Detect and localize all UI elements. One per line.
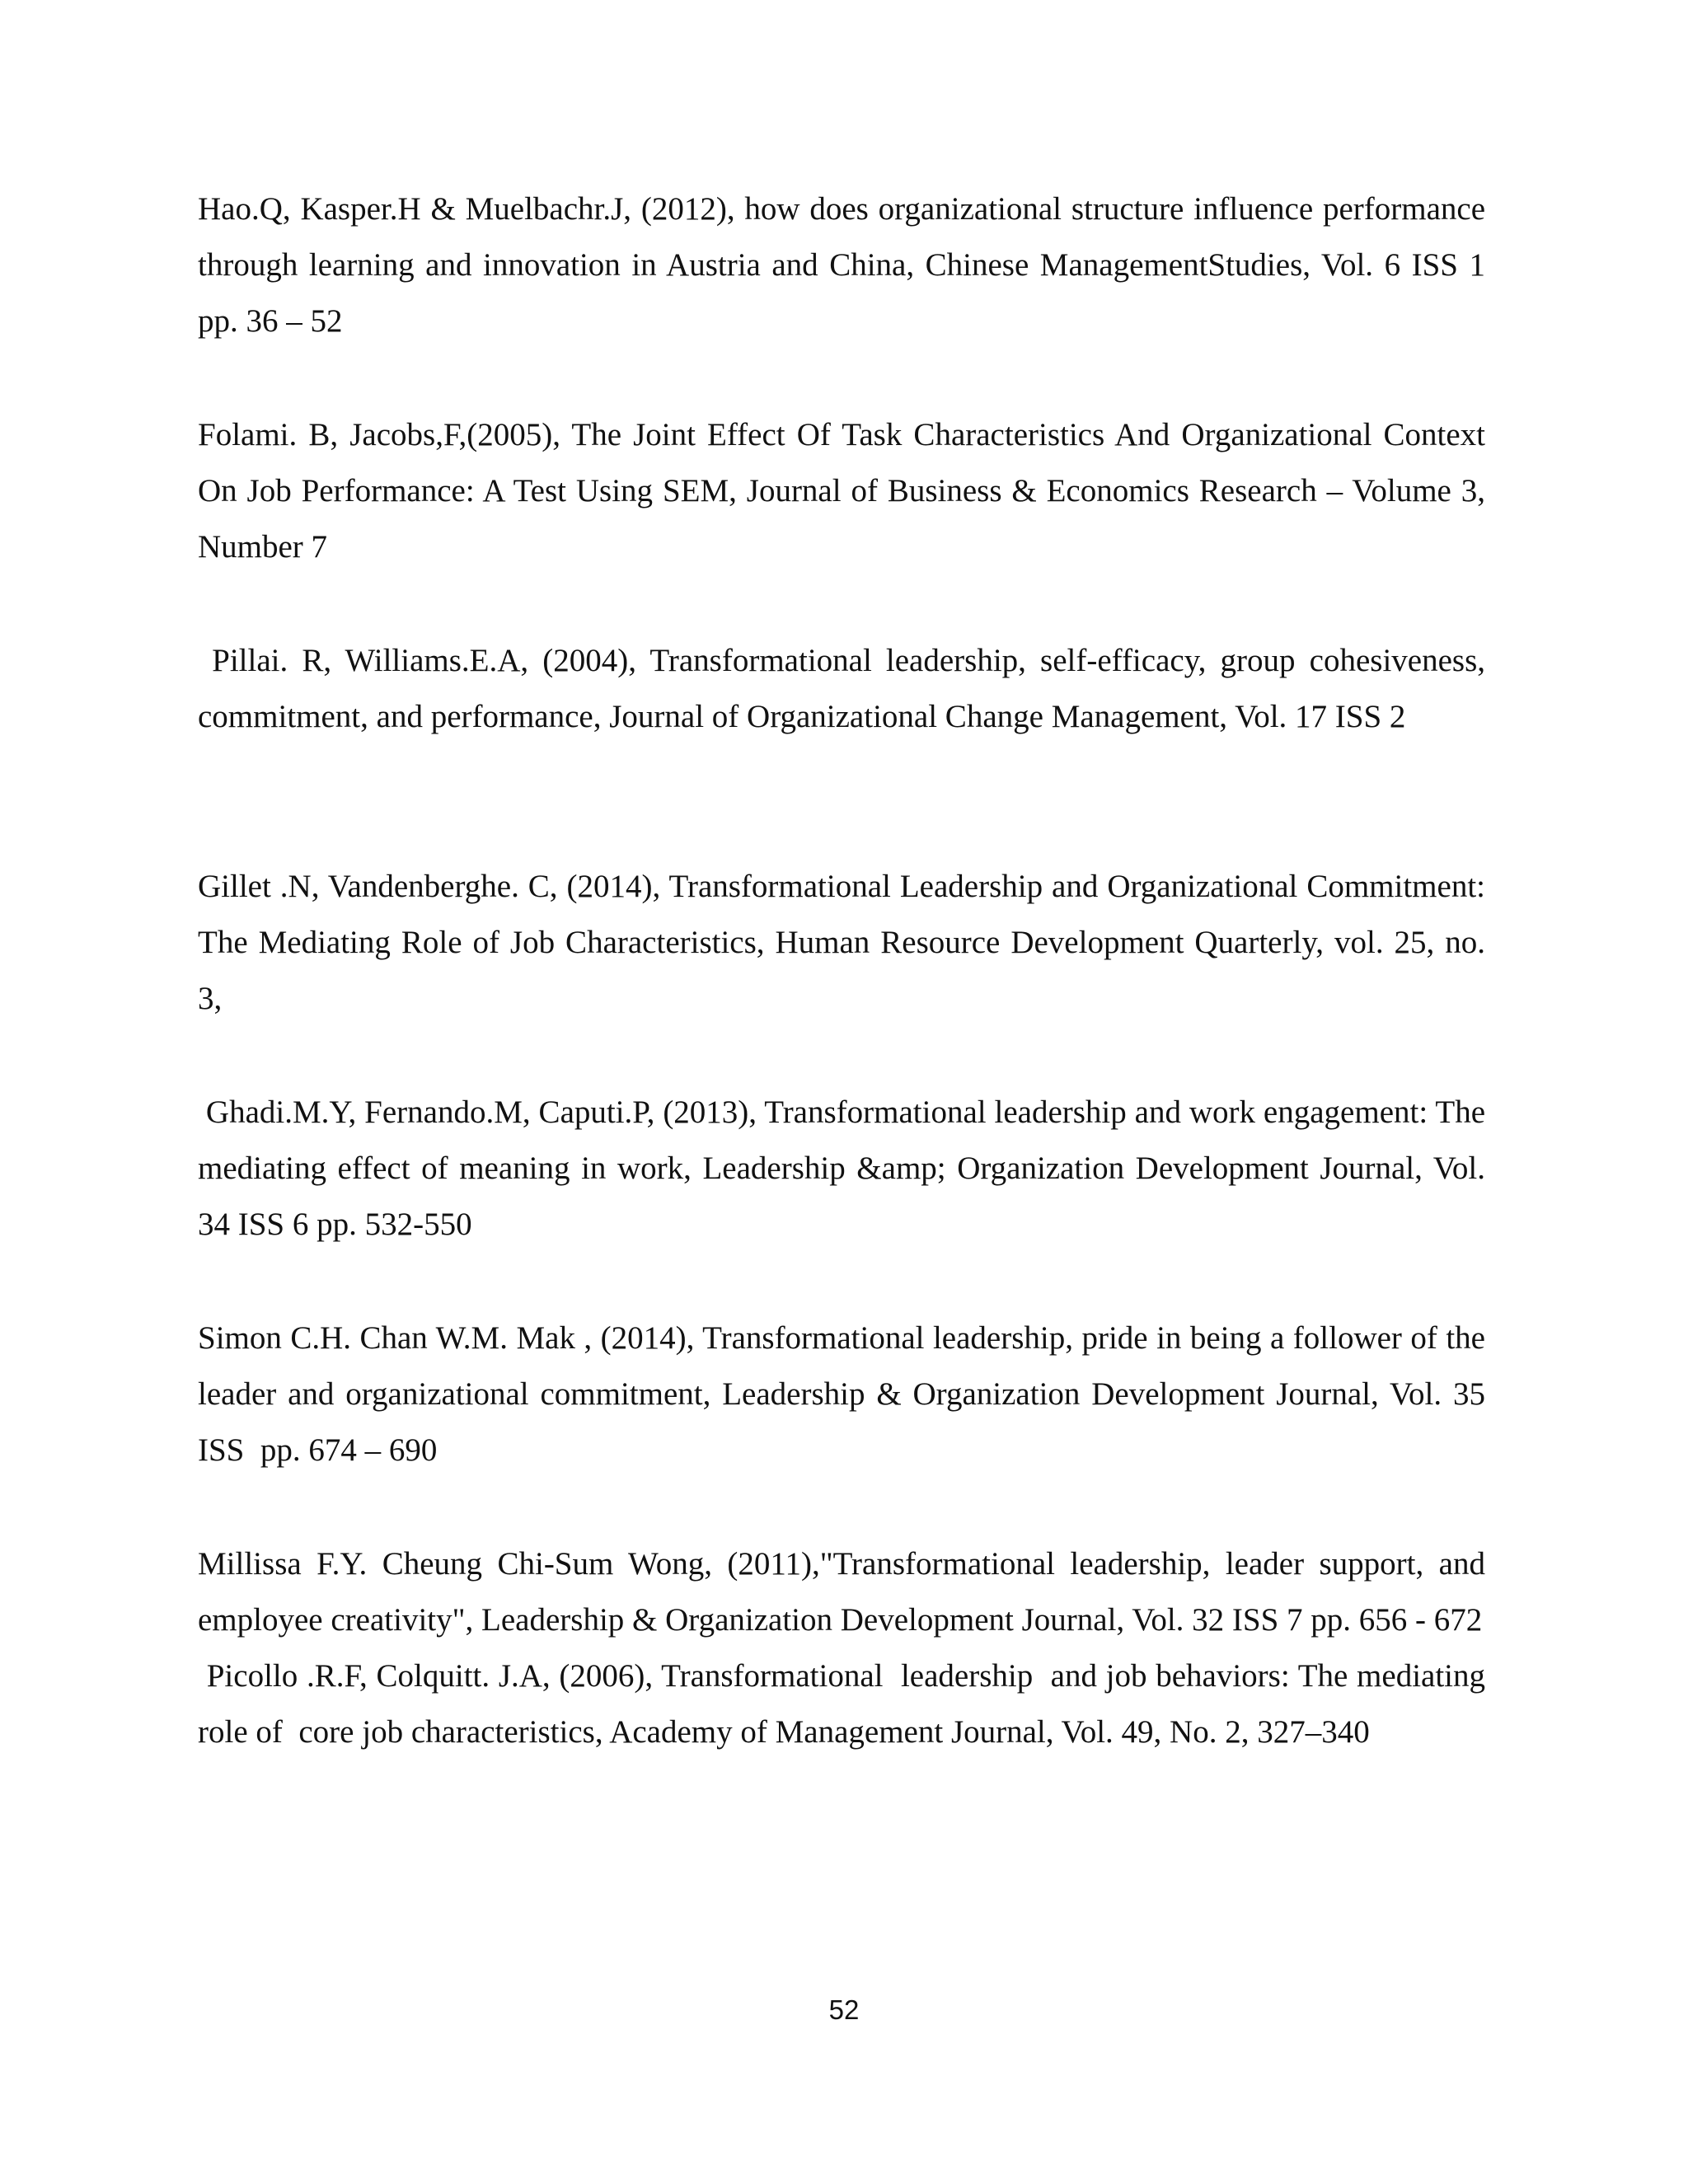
reference-chan-2014: Simon C.H. Chan W.M. Mak , (2014), Transformational leadership, pride in being a follower of the leader and organizational commitment, Leadership & Organization Development Journal, Vol. 35 ISS pp. 674 – 690 xyxy=(198,1320,1493,1468)
reference-hao-2012: Hao.Q, Kasper.H & Muelbachr.J, (2012), how does organizational structure influence performance through learning and innovation in Austria and China, Chinese ManagementStudies, Vol. 6 ISS 1 pp. 36 – 52 xyxy=(198,191,1493,339)
reference-picollo-2006: Picollo .R.F, Colquitt. J.A, (2006), Transformational leadership and job behaviors: The mediating role of core job characteristics, Academy of Management Journal, Vol. 49, No. 2, 327–340 xyxy=(198,1658,1493,1750)
reference-cheung-2011: Millissa F.Y. Cheung Chi-Sum Wong, (2011),"Transformational leadership, leader support, and employee creativity", Leadership & Organization Development Journal, Vol. 32 ISS 7 pp. 656 - 672 xyxy=(198,1546,1493,1638)
reference-ghadi-2013: Ghadi.M.Y, Fernando.M, Caputi.P, (2013), Transformational leadership and work engagement: The mediating effect of meaning in work, Leadership &amp; Organization Development Journal, Vol. 34 ISS 6 pp. 532-550 xyxy=(198,1094,1493,1242)
reference-gillet-2014: Gillet .N, Vandenberghe. C, (2014), Transformational Leadership and Organizational Commitment: The Mediating Role of Job Characteristics, Human Resource Development Quarterly, vol. 25, no. 3, xyxy=(198,869,1493,1016)
reference-folami-2005: Folami. B, Jacobs,F,(2005), The Joint Effect Of Task Characteristics And Organizational Context On Job Performance: A Test Using SEM, Journal of Business & Economics Research – Volume 3, Number 7 xyxy=(198,417,1493,565)
reference-pillai-2004: Pillai. R, Williams.E.A, (2004), Transformational leadership, self-efficacy, group cohesiveness, commitment, and performance, Journal of Organizational Change Management, Vol. 17 ISS 2 xyxy=(198,643,1493,734)
reference-list xyxy=(198,181,1493,1760)
page-number: 52 xyxy=(828,1994,860,2025)
